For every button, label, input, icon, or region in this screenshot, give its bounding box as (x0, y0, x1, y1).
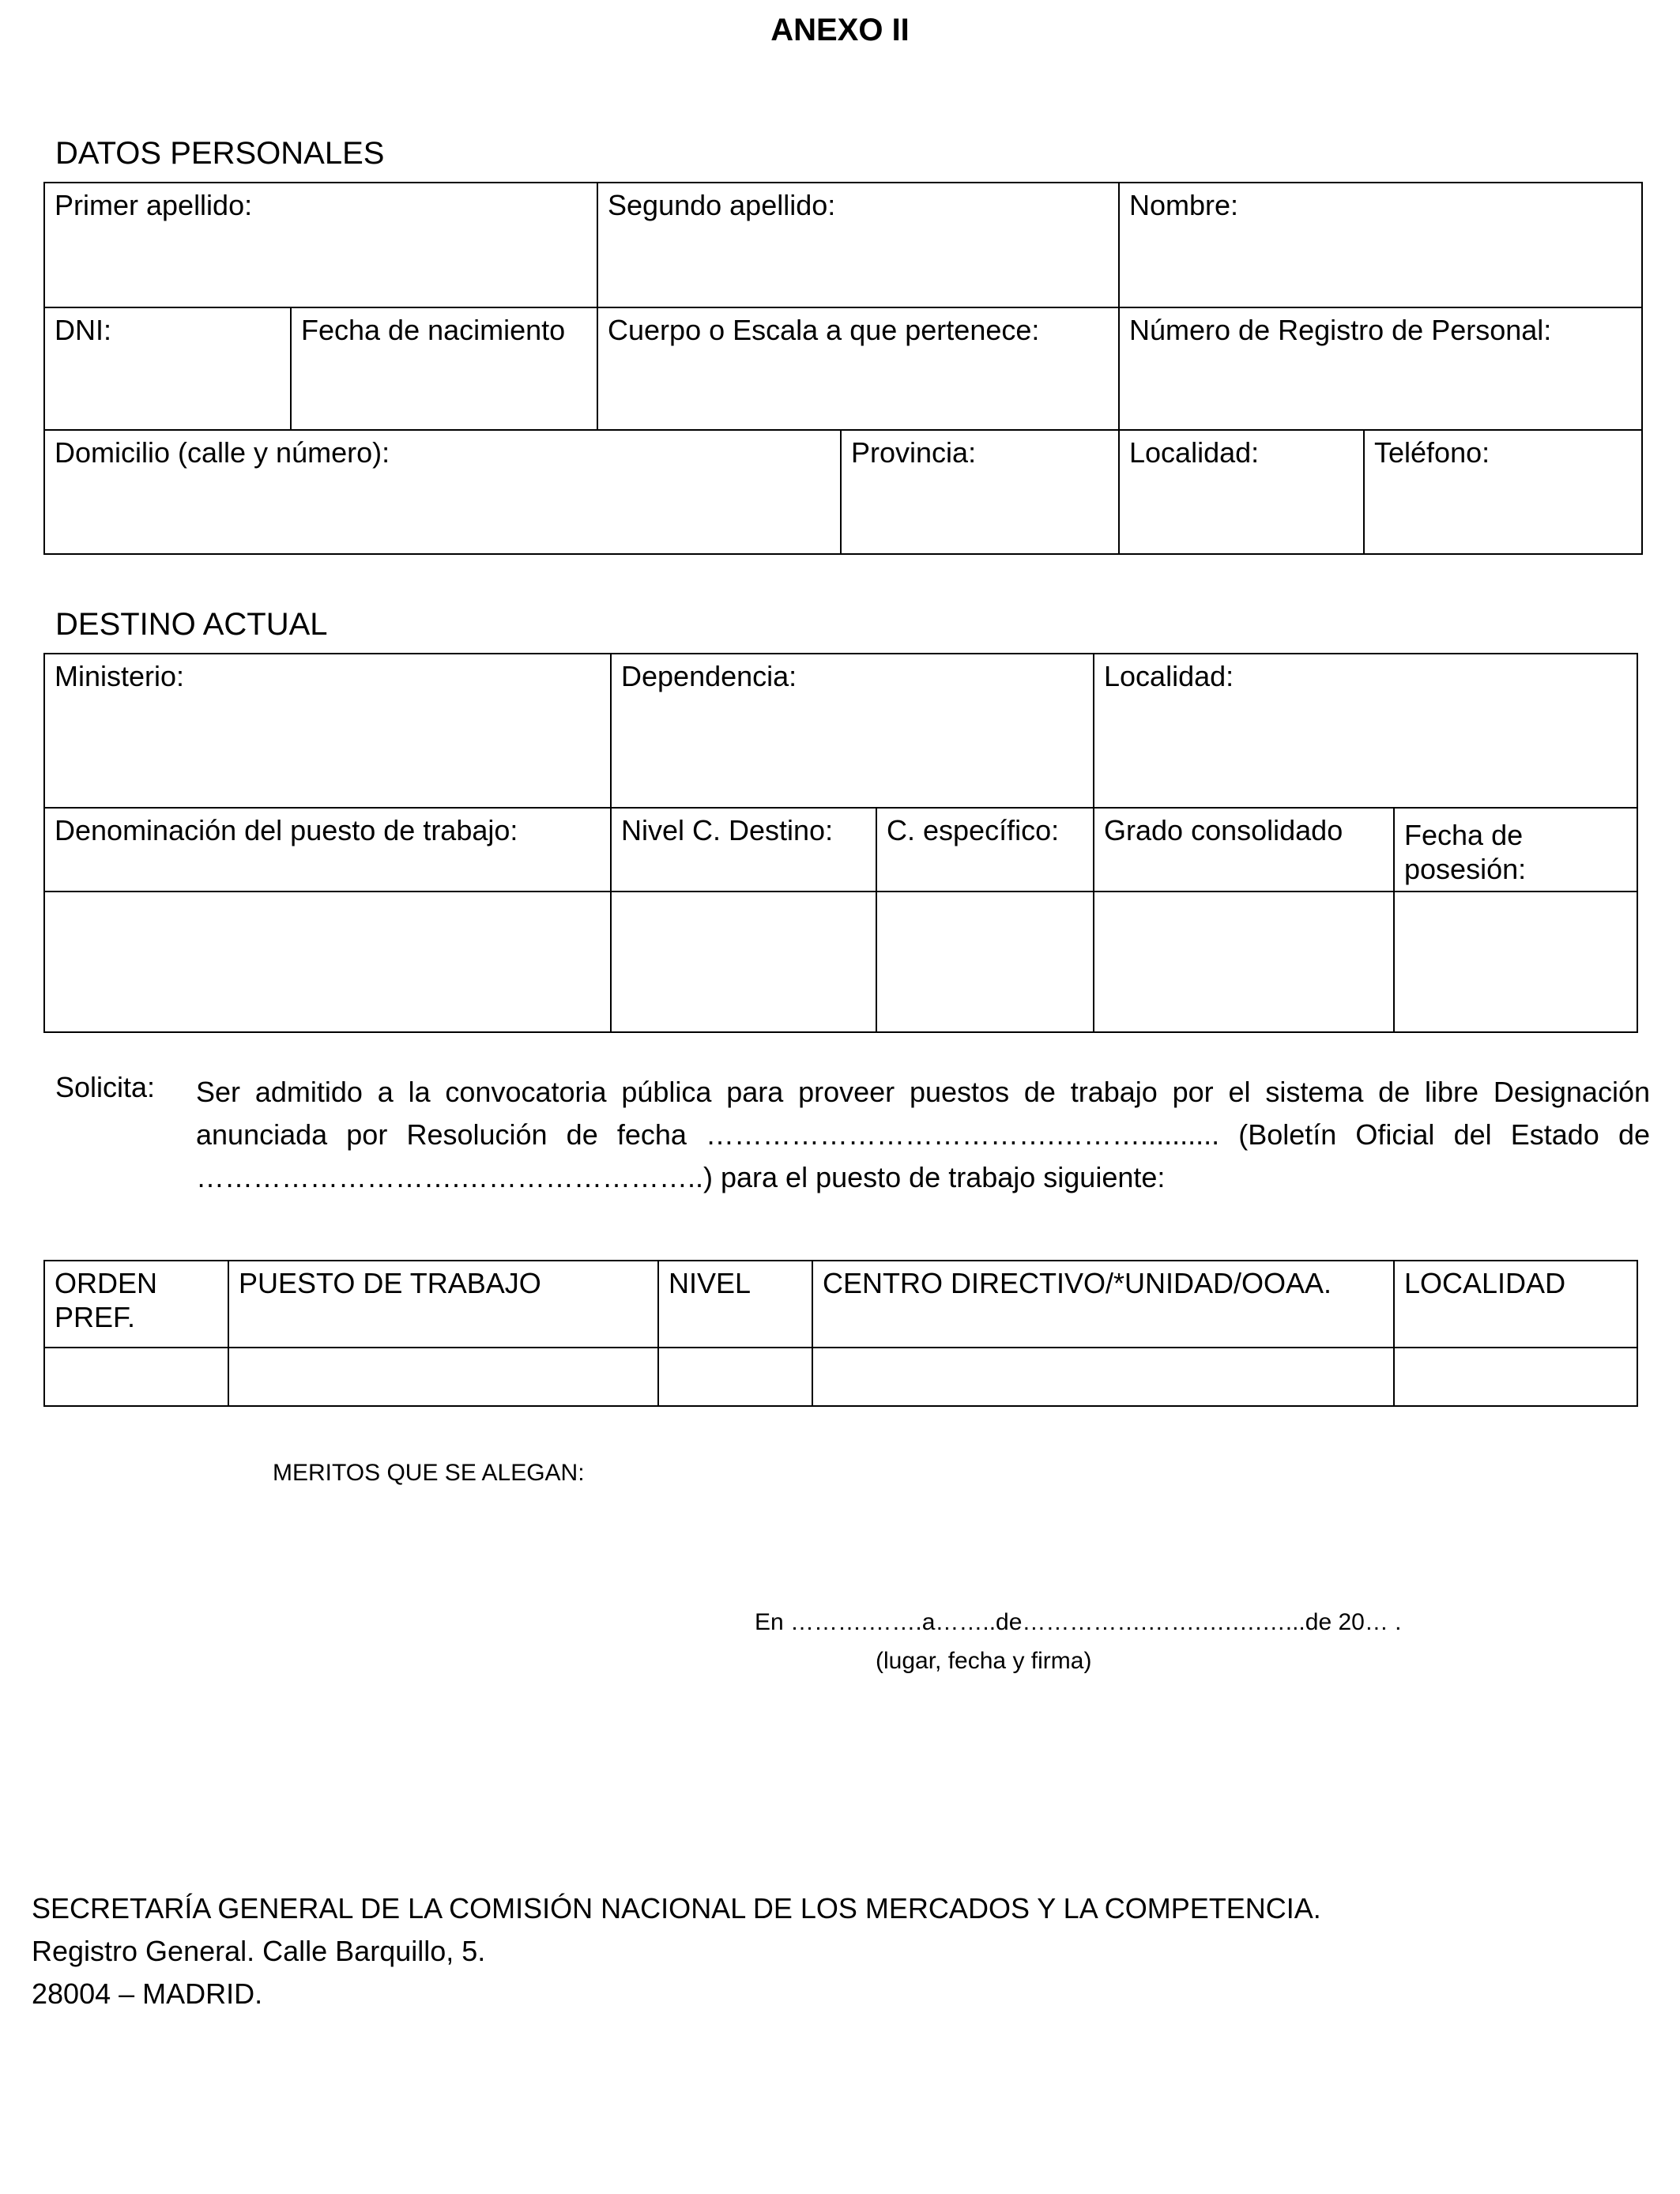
primer-apellido-label: Primer apellido: (55, 189, 253, 221)
denominacion-header (44, 808, 611, 892)
domicilio-field[interactable] (44, 430, 841, 554)
signature-note: (lugar, fecha y firma) (876, 1648, 1092, 1674)
nombre-field[interactable] (1119, 183, 1642, 307)
primer-apellido-field[interactable] (44, 183, 597, 307)
c-especifico-label: C. específico: (887, 814, 1060, 846)
centro-directivo-label: CENTRO DIRECTIVO/*UNIDAD/OOAA. (823, 1267, 1332, 1299)
orden-pref-header (44, 1261, 228, 1348)
puesto-trabajo-label: PUESTO DE TRABAJO (239, 1267, 541, 1299)
nombre-label: Nombre: (1129, 189, 1239, 221)
c-especifico-input[interactable] (876, 892, 1094, 1032)
grado-input[interactable] (1094, 892, 1394, 1032)
numero-registro-label: Número de Registro de Personal: (1129, 314, 1552, 346)
localidad-field[interactable] (1119, 430, 1364, 554)
centro-directivo-header (812, 1261, 1394, 1348)
provincia-field[interactable] (841, 430, 1119, 554)
fecha-posesion-header (1394, 808, 1637, 892)
destino-localidad-label: Localidad: (1104, 660, 1234, 692)
ministerio-field[interactable] (44, 654, 611, 808)
document-title: ANEXO II (770, 13, 910, 47)
localidad-label: Localidad: (1129, 436, 1260, 469)
segundo-apellido-label: Segundo apellido: (608, 189, 836, 221)
footer-address (32, 1887, 1321, 2015)
orden-pref-input[interactable] (44, 1348, 228, 1406)
localidad-header (1394, 1261, 1637, 1348)
grado-label: Grado consolidado (1104, 814, 1343, 846)
telefono-field[interactable] (1364, 430, 1642, 554)
provincia-label: Provincia: (851, 436, 977, 469)
datos-personales-heading: DATOS PERSONALES (55, 136, 385, 171)
dependencia-field[interactable] (611, 654, 1094, 808)
footer-line-2: Registro General. Calle Barquillo, 5. (32, 1935, 486, 1967)
cuerpo-escala-label: Cuerpo o Escala a que pertenece: (608, 314, 1040, 346)
nivel-destino-header (611, 808, 876, 892)
dni-field[interactable] (44, 307, 291, 430)
destino-localidad-field[interactable] (1094, 654, 1637, 808)
ministerio-label: Ministerio: (55, 660, 185, 692)
meritos-label: MERITOS QUE SE ALEGAN: (273, 1460, 585, 1486)
footer-line-1: SECRETARÍA GENERAL DE LA COMISIÓN NACIONAL DE LOS MERCADOS Y LA COMPETENCIA. (32, 1892, 1321, 1924)
cuerpo-escala-field[interactable] (597, 307, 1119, 430)
datos-personales-table (43, 182, 1643, 555)
destino-actual-heading: DESTINO ACTUAL (55, 607, 328, 642)
dni-label: DNI: (55, 314, 111, 346)
grado-header (1094, 808, 1394, 892)
nivel-label: NIVEL (669, 1267, 751, 1299)
fecha-posesion-label: Fecha de posesión: (1404, 819, 1527, 886)
signature-date-line: En ……….…….a……..de…………….…….….….…...de 20… . (755, 1609, 1402, 1635)
nivel-destino-label: Nivel C. Destino: (621, 814, 834, 846)
c-especifico-header (876, 808, 1094, 892)
domicilio-label: Domicilio (calle y número): (55, 436, 390, 469)
segundo-apellido-field[interactable] (597, 183, 1119, 307)
dependencia-label: Dependencia: (621, 660, 797, 692)
fecha-nacimiento-label: Fecha de nacimiento (301, 314, 566, 346)
puesto-localidad-label: LOCALIDAD (1404, 1267, 1566, 1299)
telefono-label: Teléfono: (1374, 436, 1490, 469)
denominacion-label: Denominación del puesto de trabajo: (55, 814, 518, 846)
puesto-localidad-input[interactable] (1394, 1348, 1637, 1406)
nivel-header (658, 1261, 812, 1348)
destino-actual-table (43, 653, 1638, 1033)
solicita-label: Solicita: (55, 1071, 156, 1103)
solicita-text: Ser admitido a la convocatoria pública para proveer puestos de trabajo por el sistema de libre Designación anunciada por Resolución de fecha ……………………………….……….......... (Boletín Oficial del Estado de ……………………….……………………..) para el puesto de trabajo siguiente: (196, 1076, 1650, 1193)
puesto-trabajo-header (228, 1261, 658, 1348)
numero-registro-field[interactable] (1119, 307, 1642, 430)
nivel-input[interactable] (658, 1348, 812, 1406)
centro-directivo-input[interactable] (812, 1348, 1394, 1406)
denominacion-input[interactable] (44, 892, 611, 1032)
puestos-table (43, 1260, 1638, 1407)
footer-line-3: 28004 – MADRID. (32, 1977, 263, 2010)
puesto-trabajo-input[interactable] (228, 1348, 658, 1406)
nivel-destino-input[interactable] (611, 892, 876, 1032)
fecha-nacimiento-field[interactable] (291, 307, 597, 430)
fecha-posesion-input[interactable] (1394, 892, 1637, 1032)
orden-pref-label: ORDEN PREF. (55, 1267, 158, 1334)
